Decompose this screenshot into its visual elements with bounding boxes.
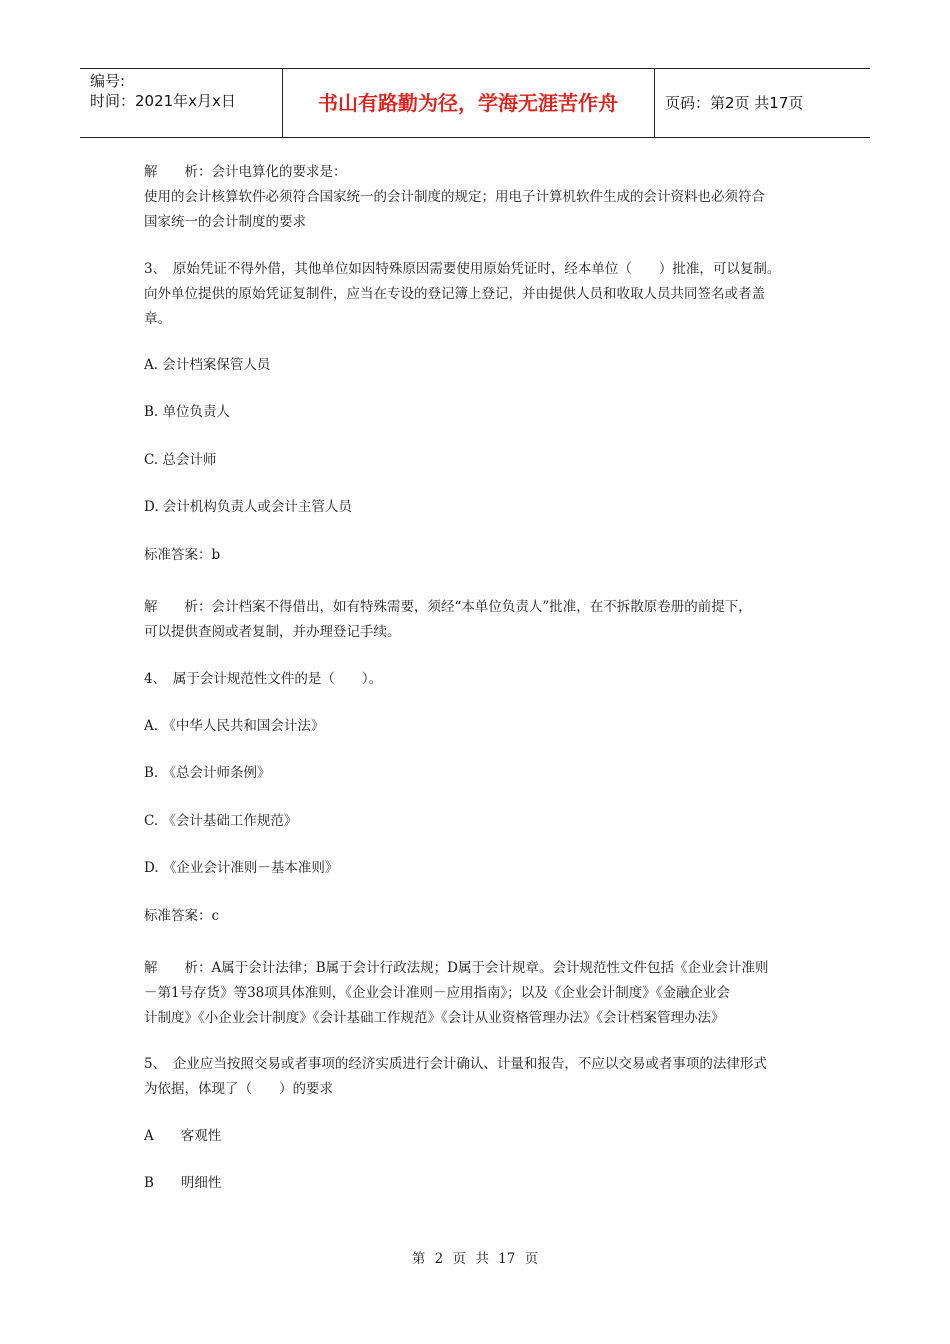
header-meta bbox=[90, 71, 236, 111]
question-3-option-a: A. 会计档案保管人员 bbox=[144, 357, 271, 373]
footer-text: 页 bbox=[452, 1251, 467, 1267]
page-footer bbox=[0, 1247, 950, 1267]
page-header bbox=[80, 68, 870, 138]
question-4-text: 4、 属于会计规范性文件的是（ ）。 bbox=[144, 671, 383, 687]
header-motto: 书山有路勤为径，学海无涯苦作舟 bbox=[318, 91, 618, 115]
footer-text: 页 bbox=[524, 1251, 539, 1267]
question-5-option-b: B 明细性 bbox=[144, 1175, 222, 1191]
question-4-answer: 标准答案：c bbox=[144, 908, 220, 924]
question-4-analysis: －第1号存货》等38项具体准则，《企业会计准则－应用指南》；以及《企业会计制度》《金融企业会 bbox=[144, 985, 731, 1001]
footer-current-page: 2 bbox=[434, 1251, 444, 1267]
document-time-label: 时间：2021年x月x日 bbox=[90, 92, 236, 110]
question-4-option-c: C. 《会计基础工作规范》 bbox=[144, 813, 298, 829]
analysis-line: 使用的会计核算软件必须符合国家统一的会计制度的规定；用电子计算机软件生成的会计资料也必须符合 bbox=[144, 189, 765, 205]
question-4-option-d: D. 《企业会计准则－基本准则》 bbox=[144, 860, 339, 876]
footer-text: 第 bbox=[411, 1251, 426, 1267]
header-page-indicator: 页码：第2页 共17页 bbox=[665, 94, 804, 112]
question-3-analysis: 解 析：会计档案不得借出，如有特殊需要，须经“本单位负责人”批准，在不拆散原卷册的前提下， bbox=[144, 599, 752, 615]
question-4-analysis: 解 析：A属于会计法律；B属于会计行政法规；D属于会计规章。会计规范性文件包括《企业会计准则 bbox=[144, 960, 769, 976]
question-3-text: 3、 原始凭证不得外借，其他单位如因特殊原因需要使用原始凭证时，经本单位（ ）批准，可以复制。 bbox=[144, 261, 781, 277]
analysis-line: 解 析：会计电算化的要求是： bbox=[144, 164, 347, 180]
question-3-text: 章。 bbox=[144, 311, 171, 327]
question-3-option-d: D. 会计机构负责人或会计主管人员 bbox=[144, 499, 352, 515]
footer-total-pages: 17 bbox=[498, 1251, 516, 1267]
analysis-line: 国家统一的会计制度的要求 bbox=[144, 214, 306, 230]
question-3-text: 向外单位提供的原始凭证复制件，应当在专设的登记簿上登记，并由提供人员和收取人员共同签名或者盖 bbox=[144, 286, 765, 302]
question-5-text: 为依据，体现了（ ）的要求 bbox=[144, 1081, 333, 1097]
question-4-option-b: B. 《总会计师条例》 bbox=[144, 765, 271, 781]
question-5-option-a: A 客观性 bbox=[144, 1128, 222, 1144]
question-3-option-c: C. 总会计师 bbox=[144, 452, 217, 468]
question-4-option-a: A. 《中华人民共和国会计法》 bbox=[144, 718, 325, 734]
question-5-text: 5、 企业应当按照交易或者事项的经济实质进行会计确认、计量和报告，不应以交易或者事项的法律形式 bbox=[144, 1056, 767, 1072]
document-number-label: 编号: bbox=[90, 72, 126, 90]
question-3-answer: 标准答案：b bbox=[144, 547, 221, 563]
header-divider-right bbox=[654, 69, 655, 137]
question-3-analysis: 可以提供查阅或者复制，并办理登记手续。 bbox=[144, 624, 401, 640]
footer-text: 共 bbox=[475, 1251, 489, 1267]
question-3-option-b: B. 单位负责人 bbox=[144, 404, 231, 420]
question-4-analysis: 计制度》《小企业会计制度》《会计基础工作规范》《会计从业资格管理办法》《会计档案管理办法》 bbox=[144, 1010, 725, 1026]
